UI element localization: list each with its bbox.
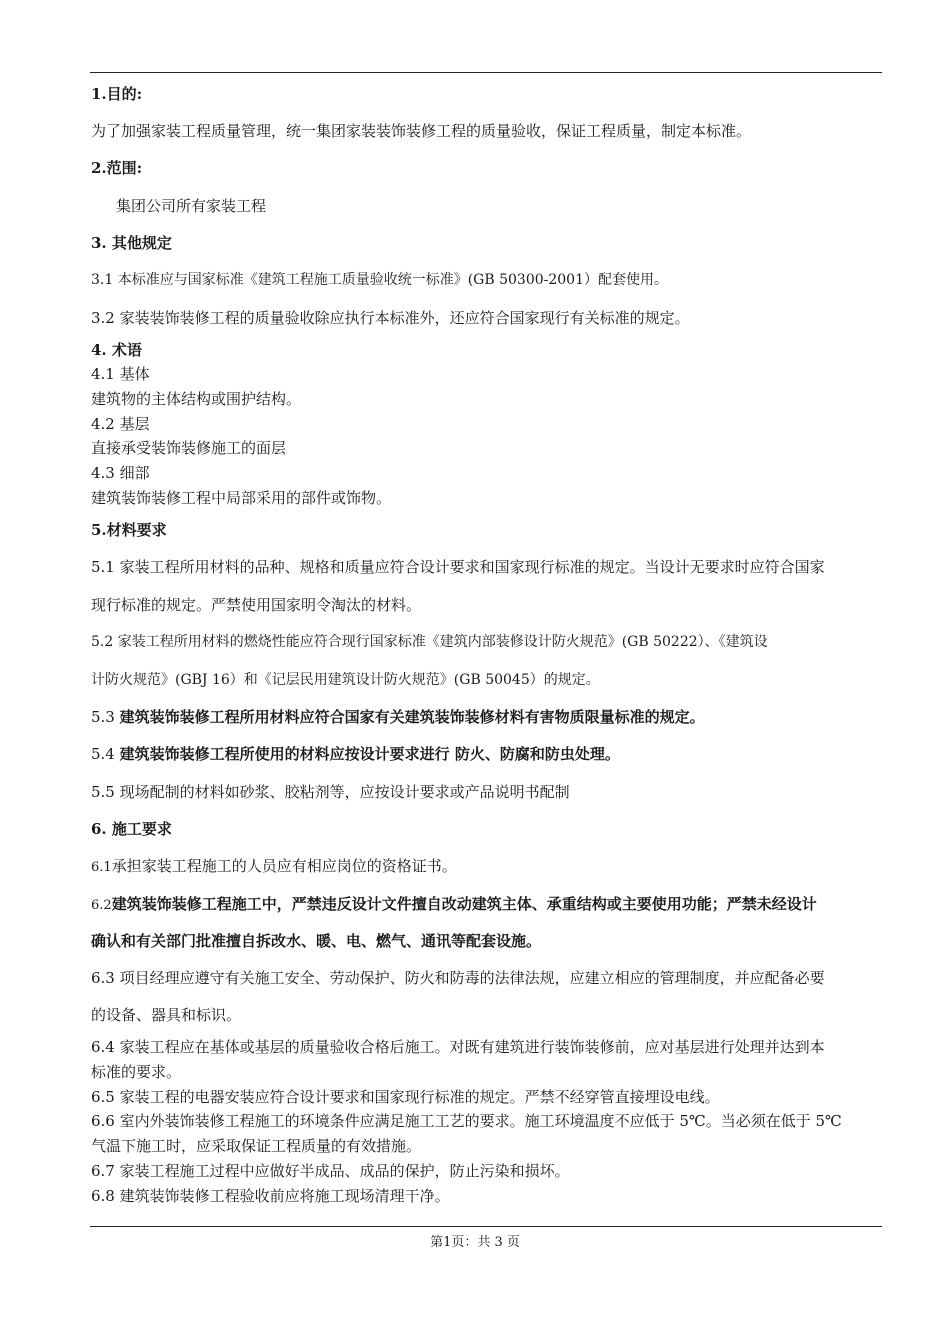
construction-line: 6.4 家装工程应在基体或基层的质量验收合格后施工。对既有建筑进行装饰装修前，应对基层进行处理并达到本 — [91, 1038, 825, 1056]
item-number: 5.4 — [91, 745, 120, 763]
construction-line: 6.3 项目经理应遵守有关施工安全、劳动保护、防火和防毒的法律法规，应建立相应的管理制度，并应配备必要 — [91, 969, 825, 987]
material-line: 计防火规范》(GBJ 16）和《记层民用建筑设计防火规范》(GB 50045）的规定。 — [91, 672, 600, 688]
term-definition: 建筑物的主体结构或围护结构。 — [91, 390, 302, 408]
section-5-title: 5.材料要求 — [91, 521, 167, 539]
construction-line: 标准的要求。 — [91, 1063, 182, 1081]
term-number: 4.2 基层 — [91, 415, 150, 433]
term-definition: 建筑装饰装修工程中局部采用的部件或饰物。 — [91, 489, 392, 507]
material-line-bold — [91, 744, 620, 764]
section-2-title: 2.范围: — [91, 159, 143, 177]
bold-requirement: 建筑装饰装修工程所使用的材料应按设计要求进行 防火、防腐和防虫处理。 — [119, 745, 620, 763]
section-3-title: 3. 其他规定 — [91, 234, 172, 252]
section-2-text: 集团公司所有家装工程 — [116, 197, 267, 215]
page-number: 第1页：共 3 页 — [430, 1235, 520, 1250]
construction-line — [91, 856, 457, 878]
section-6-title: 6. 施工要求 — [91, 820, 172, 838]
construction-line: 的设备、器具和标识。 — [91, 1006, 242, 1024]
bold-requirement: 建筑装饰装修工程施工中，严禁违反设计文件擅自改动建筑主体、承重结构或主要使用功能；严禁未经设计 — [111, 895, 817, 913]
construction-line: 6.5 家装工程的电器安装应符合设计要求和国家现行标准的规定。严禁不经穿管直接埋设电线。 — [91, 1088, 720, 1106]
header-rule — [90, 72, 882, 73]
footer-rule — [90, 1226, 882, 1227]
material-line: 5.5 现场配制的材料如砂浆、胶粘剂等，应按设计要求或产品说明书配制 — [91, 783, 570, 801]
material-line: 现行标准的规定。严禁使用国家明令淘汰的材料。 — [91, 596, 422, 614]
construction-line: 气温下施工时，应采取保证工程质量的有效措施。 — [91, 1137, 422, 1155]
bold-requirement: 建筑装饰装修工程所用材料应符合国家有关建筑装饰装修材料有害物质限量标准的规定。 — [119, 708, 705, 726]
term-number: 4.3 细部 — [91, 464, 150, 482]
section-1-title: 1.目的: — [91, 85, 143, 103]
requirement-text: 承担家装工程施工的人员应有相应岗位的资格证书。 — [111, 857, 457, 875]
construction-line-bold — [91, 894, 817, 916]
construction-line: 6.7 家装工程施工过程中应做好半成品、成品的保护，防止污染和损坏。 — [91, 1162, 570, 1180]
construction-line-bold: 确认和有关部门批准擅自拆改水、暖、电、燃气、通讯等配套设施。 — [91, 932, 542, 950]
section-1-text: 为了加强家装工程质量管理，统一集团家装装饰装修工程的质量验收，保证工程质量，制定本标准。 — [91, 122, 752, 140]
section-3-item: 3.2 家装装饰装修工程的质量验收除应执行本标准外，还应符合国家现行有关标准的规定。 — [91, 309, 690, 327]
construction-line: 6.6 室内外装饰装修工程施工的环境条件应满足施工工艺的要求。施工环境温度不应低于 5℃。当必须在低于 5℃ — [91, 1112, 842, 1130]
term-number: 4.1 基体 — [91, 365, 150, 383]
item-number: 5.3 — [91, 708, 120, 726]
material-line: 5.1 家装工程所用材料的品种、规格和质量应符合设计要求和国家现行标准的规定。当设计无要求时应符合国家 — [91, 558, 825, 576]
material-line-bold — [91, 707, 705, 727]
construction-line: 6.8 建筑装饰装修工程验收前应将施工现场清理干净。 — [91, 1187, 450, 1205]
item-number: 6.2 — [91, 898, 112, 913]
item-number: 6.1 — [91, 860, 112, 875]
section-3-item: 3.1 本标准应与国家标准《建筑工程施工质量验收统一标准》(GB 50300-2001）配套使用。 — [91, 272, 668, 288]
section-4-title: 4. 术语 — [91, 341, 142, 359]
term-definition: 直接承受装饰装修施工的面层 — [91, 439, 287, 457]
material-line: 5.2 家装工程所用材料的燃烧性能应符合现行国家标准《建筑内部装修设计防火规范》(GB 50222）、《建筑设 — [91, 634, 768, 650]
